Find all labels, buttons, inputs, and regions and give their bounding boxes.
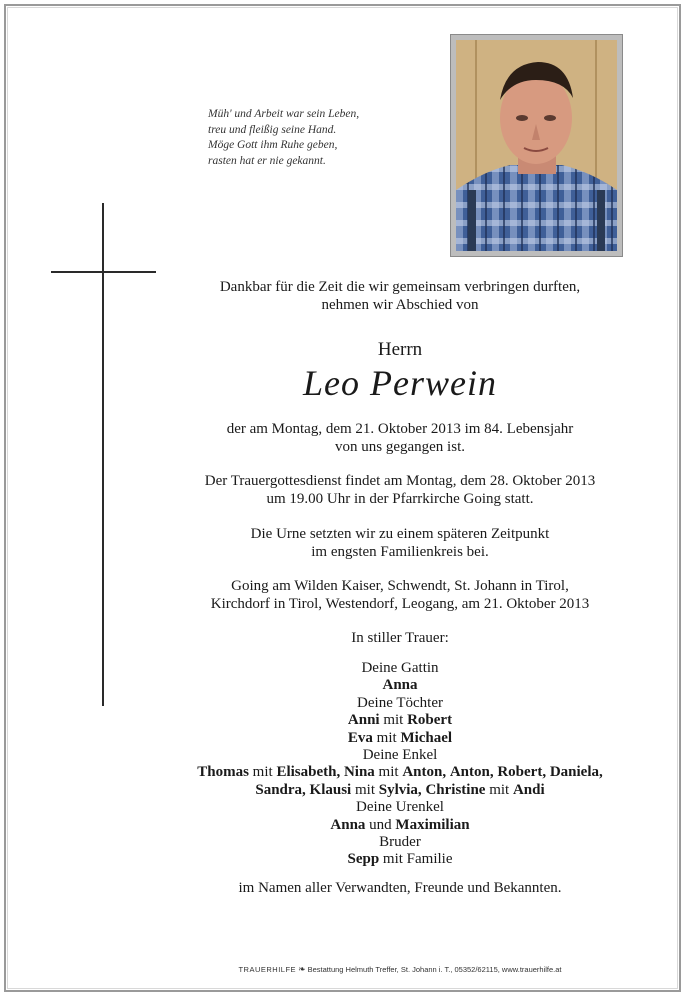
- grandchildren-line: Thomas mit Elisabeth, Nina mit Anton, Anton, Robert, Daniela,: [197, 764, 603, 781]
- intro-text: [150, 279, 650, 314]
- urn-info: [150, 526, 650, 561]
- place-date: [150, 578, 650, 613]
- death-info: [150, 421, 650, 456]
- portrait-photo: [456, 40, 617, 251]
- poem: [208, 107, 359, 169]
- daughter-line: Eva mit Michael: [347, 729, 453, 746]
- service-info: [150, 473, 650, 508]
- mourners-list: [150, 660, 650, 869]
- grandchildren-label: Deine Enkel: [362, 747, 438, 764]
- leaf-icon: ❧: [298, 964, 306, 974]
- cross-horizontal-bar: [51, 271, 156, 273]
- service-info-line: Der Trauergottesdienst findet am Montag, dem 28. Oktober 2013: [204, 473, 596, 489]
- wife-name: Anna: [382, 677, 418, 694]
- mourning-heading-text: In stiller Trauer:: [351, 630, 449, 646]
- poem-line: Möge Gott ihm Ruhe geben,: [208, 139, 338, 152]
- brother-line: Sepp mit Familie: [347, 851, 453, 868]
- deceased-name: Leo Perwein: [303, 363, 497, 403]
- poem-line: treu und fleißig seine Hand.: [208, 123, 337, 136]
- death-info-line: von uns gegangen ist.: [335, 438, 465, 455]
- cross-vertical-bar: [102, 203, 104, 706]
- daughter-line: Anni mit Robert: [347, 712, 453, 729]
- daughters-label: Deine Töchter: [357, 694, 443, 711]
- place-date-line: Going am Wilden Kaiser, Schwendt, St. Johann in Tirol,: [231, 578, 569, 594]
- great-grandchildren-line: Anna und Maximilian: [330, 816, 470, 833]
- grandchildren-line: Sandra, Klausi mit Sylvia, Christine mit Andi: [255, 781, 545, 798]
- urn-info-line: im engsten Familienkreis bei.: [311, 543, 489, 560]
- intro-line: nehmen wir Abschied von: [321, 296, 479, 313]
- poem-line: Müh' und Arbeit war sein Leben,: [208, 108, 360, 120]
- death-info-line: der am Montag, dem 21. Oktober 2013 im 84. Lebensjahr: [226, 421, 574, 437]
- closing-line: im Namen aller Verwandten, Freunde und Bekannten.: [238, 880, 562, 896]
- great-grandchildren-label: Deine Urenkel: [356, 799, 444, 816]
- footer-text: Bestattung Helmuth Treffer, St. Johann i. T., 05352/62115, www.trauerhilfe.at: [307, 965, 562, 974]
- salutation: Herrn: [377, 339, 423, 360]
- service-info-line: um 19.00 Uhr in der Pfarrkirche Going statt.: [266, 490, 534, 507]
- brother-label: Bruder: [379, 834, 421, 851]
- urn-info-line: Die Urne setzten wir zu einem späteren Zeitpunkt: [250, 526, 550, 542]
- footer-imprint: [150, 964, 650, 975]
- poem-line: rasten hat er nie gekannt.: [208, 154, 326, 167]
- portrait-frame: [450, 34, 623, 257]
- intro-line: Dankbar für die Zeit die wir gemeinsam verbringen durften,: [219, 279, 581, 295]
- mourning-heading: [150, 630, 650, 648]
- footer-brand: TRAUERHILFE: [238, 965, 297, 974]
- wife-label: Deine Gattin: [361, 660, 439, 676]
- closing-text: [150, 880, 650, 898]
- place-date-line: Kirchdorf in Tirol, Westendorf, Leogang, am 21. Oktober 2013: [210, 595, 590, 612]
